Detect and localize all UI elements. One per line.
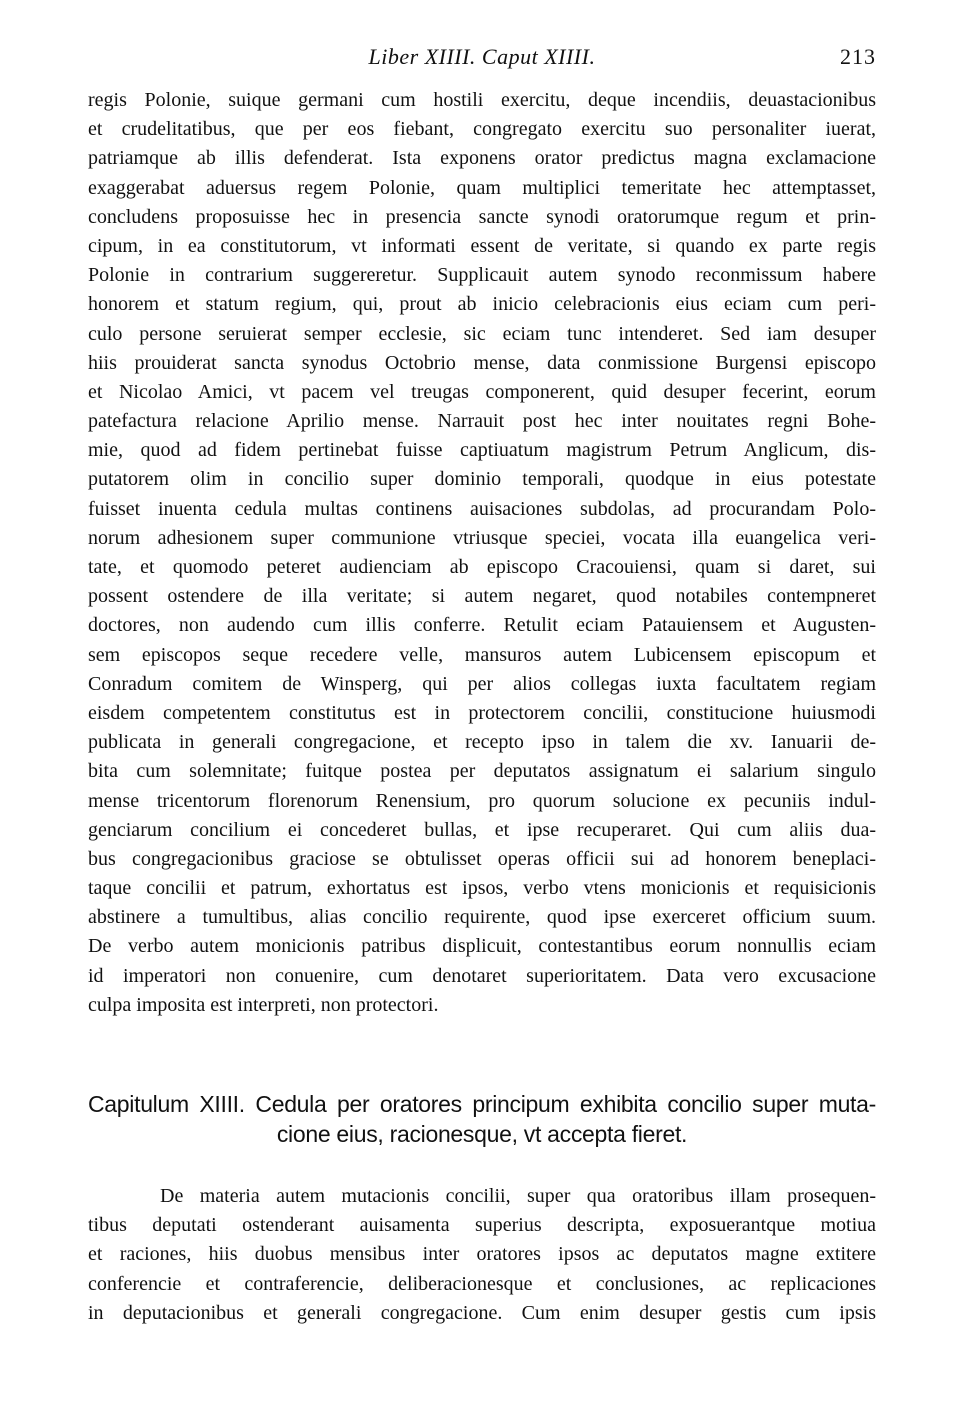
text-line: norum adhesionem super communione vtriusque speciei, vocata illa euangelica veri- <box>88 526 876 549</box>
page-number: 213 <box>840 44 876 69</box>
text-line: abstinere a tumultibus, alias concilio requirente, quod ipse exerceret officium suum. <box>88 906 876 929</box>
text-line: Polonie in contrarium suggereretur. Supplicauit autem synodo reconmissum habere <box>88 264 876 287</box>
text-line: De verbo autem monicionis patribus displicuit, contestantibus eorum nonnullis eciam <box>88 935 876 958</box>
text-line: cipum, in ea constitutorum, vt informati essent de veritate, si quando ex parte regis <box>88 234 876 257</box>
text-line: honorem et statum regium, qui, prout ab inicio celebracionis eius eciam cum peri- <box>88 293 876 316</box>
text-line: patriamque ab illis defenderat. Ista exponens orator predictus magna exclamacione <box>88 147 876 170</box>
text-line: concludens proposuisse hec in presencia sancte synodi oratorumque regum et prin- <box>88 205 876 228</box>
text-line: hiis prouiderat sancta synodus Octobrio mense, data conmissione Burgensi episcopo <box>88 351 876 374</box>
text-line: sem episcopos seque recedere velle, mansuros autem Lubicensem episcopum et <box>88 643 876 666</box>
text-line: culo persone seruierat semper ecclesie, sic eciam tunc intenderet. Sed iam desuper <box>88 322 876 345</box>
text-line: id imperatori non conuenire, cum denotaret superioritatem. Data vero excusacione <box>88 964 876 987</box>
chapter-text-block <box>88 1182 876 1328</box>
text-line: conferencie et contraferencie, deliberacionesque et conclusiones, ac replicaciones <box>88 1272 876 1295</box>
text-line: genciarum concilium ei concederet bullas, et ipse recuperaret. Qui cum aliis dua- <box>88 818 876 841</box>
main-text-block <box>88 86 876 1020</box>
text-line: taque concilii et patrum, exhortatus est ipsos, verbo vtens monicionis et requisicionis <box>88 877 876 900</box>
text-line: tibus deputati ostenderant auisamenta superius descripta, exposuerantque motiua <box>88 1214 876 1237</box>
text-line: possent ostendere de illa veritate; si autem negaret, quod notabiles contempneret <box>88 585 876 608</box>
text-line: doctores, non audendo cum illis conferre. Retulit eciam Patauiensem et Augusten- <box>88 614 876 637</box>
text-line: bus congregacionibus graciose se obtulisset operas officii sui ad honorem beneplaci- <box>88 847 876 870</box>
text-line: et Nicolao Amici, vt pacem vel treugas componerent, quid desuper fecerint, eorum <box>88 380 876 403</box>
running-title: Liber XIIII. Caput XIIII. <box>368 44 596 69</box>
text-line: mense tricentorum florenorum Renensium, pro quorum solucione ex pecuniis indul- <box>88 789 876 812</box>
text-line: et raciones, hiis duobus mensibus inter oratores ipsos ac deputatos magne extitere <box>88 1243 876 1266</box>
text-line: exaggerabat aduersus regem Polonie, quam multiplici temeritate hec attemptasset, <box>88 176 876 199</box>
text-line: culpa imposita est interpreti, non protectori. <box>88 993 439 1016</box>
chapter-heading <box>88 1089 876 1149</box>
chapter-heading-line: Capitulum XIIII. Cedula per oratores principum exhibita concilio super muta- <box>88 1091 876 1117</box>
text-line: bita cum solemnitate; fuitque postea per deputatos assignatum ei salarium singulo <box>88 760 876 783</box>
text-line: eisdem competentem constitutus est in protectorem concilii, constitucione huiusmodi <box>88 701 876 724</box>
chapter-heading-line: cione eius, racionesque, vt accepta fieret. <box>276 1121 688 1147</box>
running-head <box>88 40 876 80</box>
text-line: De materia autem mutacionis concilii, super qua oratoribus illam prosequen- <box>160 1185 876 1207</box>
text-line: putatorem olim in concilio super dominio temporali, quodque in eius potestate <box>88 468 876 491</box>
text-line: et crudelitatibus, que per eos fiebant, congregato exercitu suo personaliter iuerat, <box>88 118 876 141</box>
text-line: regis Polonie, suique germani cum hostili exercitu, deque incendiis, deuastacionibus <box>88 89 876 111</box>
text-line: fuisset inuenta cedula multas continens auisaciones subdolas, ad procurandam Polo- <box>88 497 876 520</box>
text-line: mie, quod ad fidem pertinebat fuisse captiuatum magistrum Petrum Anglicum, dis- <box>88 439 876 462</box>
text-line: Conradum comitem de Winsperg, qui per alios collegas iuxta facultatem regiam <box>88 672 876 695</box>
text-line: in deputacionibus et generali congregacione. Cum enim desuper gestis cum ipsis <box>88 1301 876 1324</box>
book-page <box>88 40 876 1328</box>
text-line: patefactura relacione Aprilio mense. Narrauit post hec inter nouitates regni Bohe- <box>88 410 876 433</box>
text-line: publicata in generali congregacione, et recepto ipso in talem die xv. Ianuarii de- <box>88 731 876 754</box>
text-line: tate, et quomodo peteret audienciam ab episcopo Cracouiensi, quam si daret, sui <box>88 556 876 578</box>
